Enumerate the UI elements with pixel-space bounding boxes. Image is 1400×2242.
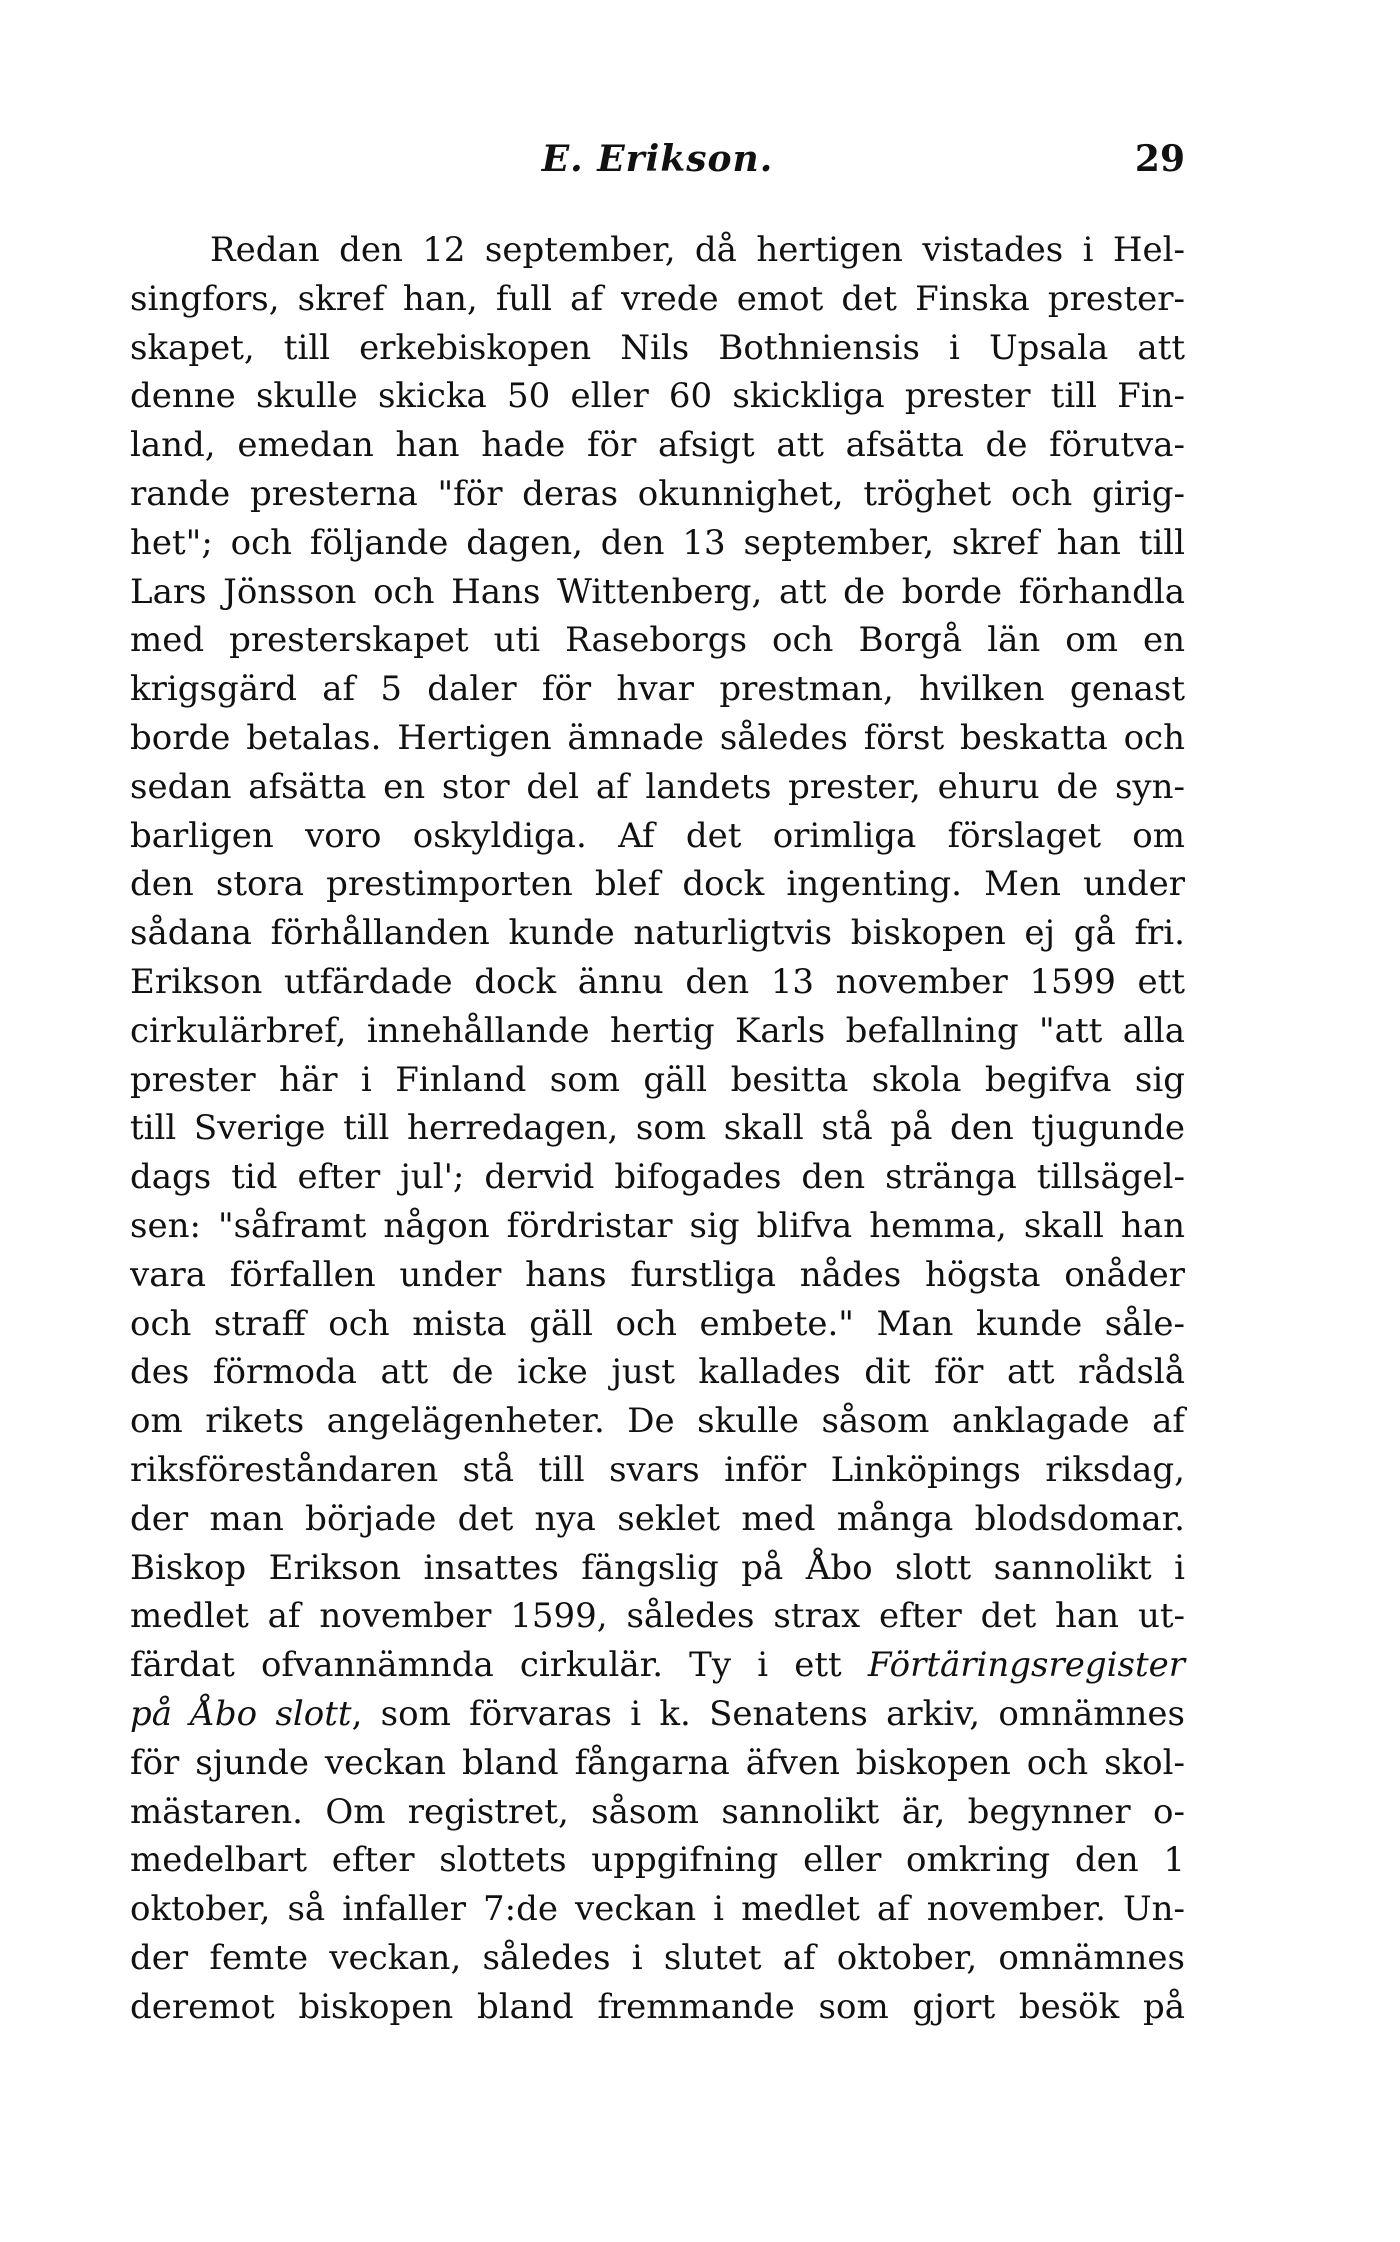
text-line: prester här i Finland som gäll besitta skola begifva sig	[130, 1059, 1185, 1100]
text-line: der man började det nya seklet med många blodsdomar.	[130, 1498, 1185, 1539]
body-text	[130, 226, 1185, 2031]
text-line: Biskop Erikson insattes fängslig på Åbo slott sannolikt i	[130, 1547, 1185, 1588]
running-head: E. Erikson.	[541, 138, 774, 180]
text-line: oktober, så infaller 7:de veckan i medlet af november. Un-	[130, 1889, 1185, 1930]
text-line: sådana förhållanden kunde naturligtvis biskopen ej gå fri.	[130, 913, 1185, 954]
text-line: het"; och följande dagen, den 13 september, skref han till	[130, 522, 1185, 563]
text-line: land, emedan han hade för afsigt att afsätta de förutva-	[130, 425, 1185, 466]
text-line: cirkulärbref, innehållande hertig Karls befallning "att alla	[130, 1010, 1185, 1051]
text-line: med presterskapet uti Raseborgs och Borgå län om en	[130, 620, 1185, 661]
text-line: Erikson utfärdade dock ännu den 13 november 1599 ett	[130, 961, 1185, 1002]
text-line: der femte veckan, således i slutet af oktober, omnämnes	[130, 1937, 1185, 1978]
text-line: sedan afsätta en stor del af landets prester, ehuru de syn-	[130, 766, 1185, 807]
text-line: rande presterna "för deras okunnighet, tröghet och girig-	[130, 473, 1185, 514]
text-line: singfors, skref han, full af vrede emot det Finska prester-	[130, 278, 1185, 319]
italic-place-name: på Åbo slott	[130, 1693, 352, 1734]
text-line: medelbart efter slottets uppgifning eller omkring den 1	[130, 1840, 1185, 1881]
text-line: på Åbo slott, som förvaras i k. Senatens arkiv, omnämnes	[130, 1693, 1185, 1734]
text-line: Redan den 12 september, då hertigen vistades i Hel-	[210, 230, 1185, 270]
text-line: des förmoda att de icke just kallades dit för att rådslå	[130, 1352, 1185, 1393]
text-line: sen: "såframt någon fördristar sig blifva hemma, skall han	[130, 1205, 1185, 1246]
text-line: om rikets angelägenheter. De skulle såsom anklagade af	[130, 1401, 1185, 1442]
text-line: krigsgärd af 5 daler för hvar prestman, hvilken genast	[130, 669, 1185, 710]
text-line: skapet, till erkebiskopen Nils Bothniensis i Upsala att	[130, 327, 1185, 368]
text-line: och straff och mista gäll och embete." Man kunde såle-	[130, 1303, 1185, 1344]
text-line: färdat ofvannämnda cirkulär. Ty i ett Förtäringsregister	[130, 1645, 1185, 1686]
text-line: barligen voro oskyldiga. Af det orimliga förslaget om	[130, 815, 1185, 856]
page-number: 29	[1134, 138, 1185, 180]
italic-register-title: Förtäringsregister	[867, 1645, 1185, 1686]
text-line: mästaren. Om registret, såsom sannolikt är, begynner o-	[130, 1791, 1185, 1832]
text-line: den stora prestimporten blef dock ingenting. Men under	[130, 864, 1185, 905]
text-line: till Sverige till herredagen, som skall stå på den tjugunde	[130, 1108, 1185, 1149]
text-line: Lars Jönsson och Hans Wittenberg, att de borde förhandla	[130, 571, 1185, 612]
text-line: medlet af november 1599, således strax efter det han ut-	[130, 1596, 1185, 1637]
page-header	[130, 138, 1185, 198]
text-line: dags tid efter jul'; dervid bifogades den stränga tillsägel-	[130, 1157, 1185, 1198]
text-line: borde betalas. Hertigen ämnade således först beskatta och	[130, 717, 1185, 758]
text-line: deremot biskopen bland fremmande som gjort besök på	[130, 1986, 1185, 2027]
text-line: för sjunde veckan bland fångarna äfven biskopen och skol-	[130, 1742, 1185, 1783]
text-line: vara förfallen under hans furstliga nådes högsta onåder	[130, 1254, 1185, 1295]
text-line: denne skulle skicka 50 eller 60 skickliga prester till Fin-	[130, 376, 1185, 417]
text-line: riksföreståndaren stå till svars inför Linköpings riksdag,	[130, 1449, 1185, 1490]
